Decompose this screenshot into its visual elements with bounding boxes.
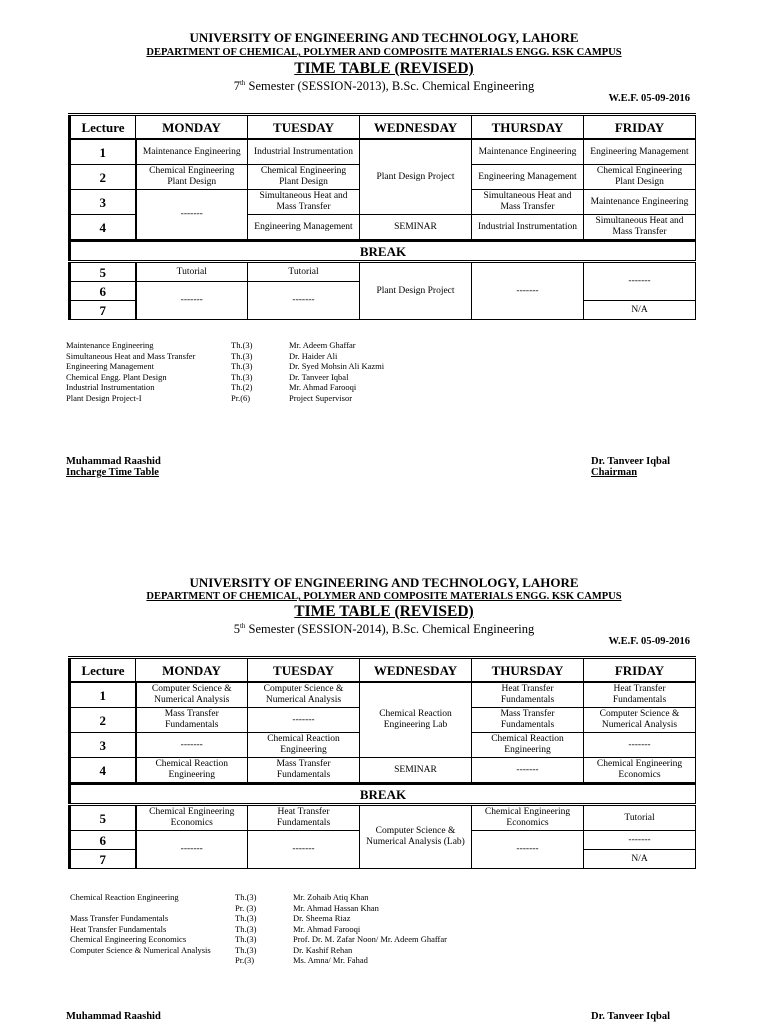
semester-line: 7th Semester (SESSION-2013), B.Sc. Chemical Engineering bbox=[233, 79, 535, 94]
header-monday: MONDAY bbox=[136, 658, 248, 683]
lecture-number: 1 bbox=[70, 682, 136, 708]
header-thursday: THURSDAY bbox=[472, 115, 584, 140]
legend-course: Chemical Engg. Plant Design bbox=[66, 371, 167, 382]
lecture-number: 5 bbox=[70, 262, 136, 282]
legend-course: Mass Transfer Fundamentals bbox=[70, 913, 169, 923]
cell-tue-6-7: ------- bbox=[248, 831, 360, 869]
cell-tue-5: Tutorial bbox=[248, 262, 360, 282]
cell-thu-4: ------- bbox=[472, 758, 584, 784]
header-tuesday: TUESDAY bbox=[248, 658, 360, 683]
lecture-number: 5 bbox=[70, 805, 136, 831]
cell-tue-4: Mass Transfer Fundamentals bbox=[248, 758, 360, 784]
cell-fri-7: N/A bbox=[584, 301, 696, 320]
legend-credit: Th.(3) bbox=[235, 934, 257, 944]
lecture-row bbox=[70, 262, 696, 282]
lecture-row bbox=[70, 805, 696, 831]
legend-credit: Th.(3) bbox=[235, 923, 257, 934]
break-label: BREAK bbox=[70, 784, 696, 805]
cell-tue-6-7: ------- bbox=[248, 282, 360, 320]
header-wednesday: WEDNESDAY bbox=[360, 658, 472, 683]
header-thursday: THURSDAY bbox=[472, 658, 584, 683]
cell-wed-4: SEMINAR bbox=[360, 215, 472, 241]
cell-tue-2: ------- bbox=[248, 708, 360, 733]
cell-thu-4: Industrial Instrumentation bbox=[472, 215, 584, 241]
lecture-row bbox=[70, 682, 696, 708]
lecture-number: 7 bbox=[70, 301, 136, 320]
legend-credit: Th.(3) bbox=[231, 350, 253, 361]
cell-wed-5-7: Computer Science & Numerical Analysis (Lab) bbox=[360, 805, 472, 869]
department-name: DEPARTMENT OF CHEMICAL, POLYMER AND COMPOSITE MATERIALS ENGG. KSK CAMPUS bbox=[146, 47, 622, 58]
timetable-grid bbox=[68, 113, 696, 320]
break-row bbox=[70, 784, 696, 805]
legend-credit: Pr. (3) bbox=[235, 902, 257, 913]
lecture-number: 3 bbox=[70, 733, 136, 758]
cell-fri-1: Engineering Management bbox=[584, 139, 696, 165]
legend-teacher: Dr. Kashif Rehan bbox=[293, 944, 353, 955]
legend-teacher: Project Supervisor bbox=[289, 392, 353, 403]
timetable-title: TIME TABLE (REVISED) bbox=[294, 603, 474, 620]
legend-course: Plant Design Project-I bbox=[66, 392, 142, 403]
cell-fri-3: Maintenance Engineering bbox=[584, 190, 696, 215]
legend-credit: Pr.(6) bbox=[231, 392, 251, 403]
cell-mon-6-7: ------- bbox=[136, 831, 248, 869]
legend-credit: Th.(2) bbox=[231, 382, 253, 392]
cell-mon-2: Chemical Engineering Plant Design bbox=[136, 165, 248, 190]
legend-teacher: Dr. Sheema Riaz bbox=[293, 913, 351, 923]
legend-credit: Th.(3) bbox=[231, 361, 253, 371]
break-label: BREAK bbox=[70, 241, 696, 262]
lecture-number: 4 bbox=[70, 215, 136, 241]
cell-thu-5: Chemical Engineering Economics bbox=[472, 805, 584, 831]
cell-tue-5: Heat Transfer Fundamentals bbox=[248, 805, 360, 831]
legend-teacher: Ms. Amna/ Mr. Fahad bbox=[293, 955, 368, 965]
timetable-title: TIME TABLE (REVISED) bbox=[294, 60, 474, 77]
cell-mon-2: Mass Transfer Fundamentals bbox=[136, 708, 248, 733]
lecture-number: 7 bbox=[70, 850, 136, 869]
cell-tue-3: Chemical Reaction Engineering bbox=[248, 733, 360, 758]
cell-mon-6-7: ------- bbox=[136, 282, 248, 320]
cell-fri-5: Tutorial bbox=[584, 805, 696, 831]
lecture-row bbox=[70, 139, 696, 165]
cell-thu-2: Mass Transfer Fundamentals bbox=[472, 708, 584, 733]
legend-course: Chemical Reaction Engineering bbox=[70, 892, 179, 902]
lecture-row bbox=[70, 758, 696, 784]
wef-date: W.E.F. 05-09-2016 bbox=[608, 636, 690, 647]
legend-teacher: Mr. Adeem Ghaffar bbox=[289, 340, 356, 350]
lecture-number: 2 bbox=[70, 165, 136, 190]
incharge-name: Muhammad Raashid bbox=[66, 1011, 161, 1022]
university-name: UNIVERSITY OF ENGINEERING AND TECHNOLOGY, LAHORE bbox=[189, 575, 579, 590]
cell-fri-1: Heat Transfer Fundamentals bbox=[584, 682, 696, 708]
cell-mon-5: Tutorial bbox=[136, 262, 248, 282]
cell-fri-6: ------- bbox=[584, 831, 696, 850]
cell-wed-1-3: Plant Design Project bbox=[360, 139, 472, 215]
chairman-role: Chairman bbox=[591, 467, 638, 478]
timetable-grid bbox=[68, 656, 696, 869]
legend-teacher: Mr. Ahmad Farooqi bbox=[289, 382, 357, 392]
legend-course: Heat Transfer Fundamentals bbox=[70, 923, 167, 934]
wef-date: W.E.F. 05-09-2016 bbox=[608, 93, 690, 104]
cell-wed-5-7: Plant Design Project bbox=[360, 262, 472, 320]
cell-thu-1: Maintenance Engineering bbox=[472, 139, 584, 165]
legend-credit: Th.(3) bbox=[235, 913, 257, 923]
signature-incharge bbox=[66, 456, 161, 478]
signature-chairman bbox=[591, 1011, 670, 1022]
lecture-number: 6 bbox=[70, 831, 136, 850]
header-tuesday: TUESDAY bbox=[248, 115, 360, 140]
cell-tue-4: Engineering Management bbox=[248, 215, 360, 241]
cell-tue-3: Simultaneous Heat and Mass Transfer bbox=[248, 190, 360, 215]
cell-fri-4: Chemical Engineering Economics bbox=[584, 758, 696, 784]
cell-mon-1: Computer Science & Numerical Analysis bbox=[136, 682, 248, 708]
legend-credit: Th.(3) bbox=[231, 371, 253, 382]
cell-fri-2: Computer Science & Numerical Analysis bbox=[584, 708, 696, 733]
legend-teacher: Dr. Syed Mohsin Ali Kazmi bbox=[289, 361, 385, 371]
cell-thu-3: Chemical Reaction Engineering bbox=[472, 733, 584, 758]
header-wednesday: WEDNESDAY bbox=[360, 115, 472, 140]
cell-mon-5: Chemical Engineering Economics bbox=[136, 805, 248, 831]
lecture-number: 3 bbox=[70, 190, 136, 215]
lecture-number: 2 bbox=[70, 708, 136, 733]
university-name: UNIVERSITY OF ENGINEERING AND TECHNOLOGY, LAHORE bbox=[189, 30, 579, 45]
cell-thu-1: Heat Transfer Fundamentals bbox=[472, 682, 584, 708]
legend-teacher: Mr. Ahmad Farooqi bbox=[293, 923, 361, 934]
legend-course: Engineering Management bbox=[66, 361, 155, 371]
header-lecture: Lecture bbox=[70, 658, 136, 683]
legend-course: Industrial Instrumentation bbox=[66, 382, 155, 392]
cell-thu-2: Engineering Management bbox=[472, 165, 584, 190]
header-row bbox=[70, 658, 696, 683]
legend-course: Simultaneous Heat and Mass Transfer bbox=[66, 350, 196, 361]
legend-teacher: Dr. Tanveer Iqbal bbox=[289, 371, 349, 382]
legend-credit: Th.(3) bbox=[235, 944, 257, 955]
department-name: DEPARTMENT OF CHEMICAL, POLYMER AND COMPOSITE MATERIALS ENGG. KSK CAMPUS bbox=[146, 591, 622, 602]
legend-course: Computer Science & Numerical Analysis bbox=[70, 944, 211, 955]
incharge-name: Muhammad Raashid bbox=[66, 456, 161, 467]
legend-course: Maintenance Engineering bbox=[66, 340, 154, 350]
legend-credit: Pr.(3) bbox=[235, 955, 255, 965]
cell-fri-7: N/A bbox=[584, 850, 696, 869]
header-friday: FRIDAY bbox=[584, 115, 696, 140]
cell-fri-5-6: ------- bbox=[584, 262, 696, 301]
cell-mon-4: Chemical Reaction Engineering bbox=[136, 758, 248, 784]
cell-tue-2: Chemical Engineering Plant Design bbox=[248, 165, 360, 190]
semester-line: 5th Semester (SESSION-2014), B.Sc. Chemical Engineering bbox=[233, 622, 535, 637]
lecture-number: 4 bbox=[70, 758, 136, 784]
legend-credit: Th.(3) bbox=[231, 340, 253, 350]
signature-chairman bbox=[591, 456, 670, 478]
legend-teacher: Dr. Haider Ali bbox=[289, 350, 338, 361]
cell-mon-3: ------- bbox=[136, 733, 248, 758]
cell-tue-1: Industrial Instrumentation bbox=[248, 139, 360, 165]
legend-course: Chemical Engineering Economics bbox=[70, 934, 187, 944]
cell-thu-6-7: ------- bbox=[472, 831, 584, 869]
incharge-role: Incharge Time Table bbox=[66, 467, 159, 478]
header-row bbox=[70, 115, 696, 140]
cell-wed-4: SEMINAR bbox=[360, 758, 472, 784]
cell-mon-3-4: ------- bbox=[136, 190, 248, 241]
cell-thu-3: Simultaneous Heat and Mass Transfer bbox=[472, 190, 584, 215]
cell-thu-5-7: ------- bbox=[472, 262, 584, 320]
cell-fri-3: ------- bbox=[584, 733, 696, 758]
cell-mon-1: Maintenance Engineering bbox=[136, 139, 248, 165]
header-monday: MONDAY bbox=[136, 115, 248, 140]
cell-wed-1-3: Chemical Reaction Engineering Lab bbox=[360, 682, 472, 758]
chairman-name: Dr. Tanveer Iqbal bbox=[591, 1011, 671, 1022]
cell-tue-1: Computer Science & Numerical Analysis bbox=[248, 682, 360, 708]
cell-fri-4: Simultaneous Heat and Mass Transfer bbox=[584, 215, 696, 241]
legend-teacher: Mr. Zohaib Atiq Khan bbox=[293, 892, 369, 902]
legend-credit: Th.(3) bbox=[235, 892, 257, 902]
break-row bbox=[70, 241, 696, 262]
legend-teacher: Prof. Dr. M. Zafar Noon/ Mr. Adeem Ghaffar bbox=[293, 934, 447, 944]
lecture-number: 6 bbox=[70, 282, 136, 301]
header-friday: FRIDAY bbox=[584, 658, 696, 683]
header-lecture: Lecture bbox=[70, 115, 136, 140]
chairman-name: Dr. Tanveer Iqbal bbox=[591, 456, 671, 467]
legend-teacher: Mr. Ahmad Hassan Khan bbox=[293, 902, 379, 913]
lecture-number: 1 bbox=[70, 139, 136, 165]
cell-fri-2: Chemical Engineering Plant Design bbox=[584, 165, 696, 190]
signature-incharge bbox=[66, 1011, 161, 1022]
